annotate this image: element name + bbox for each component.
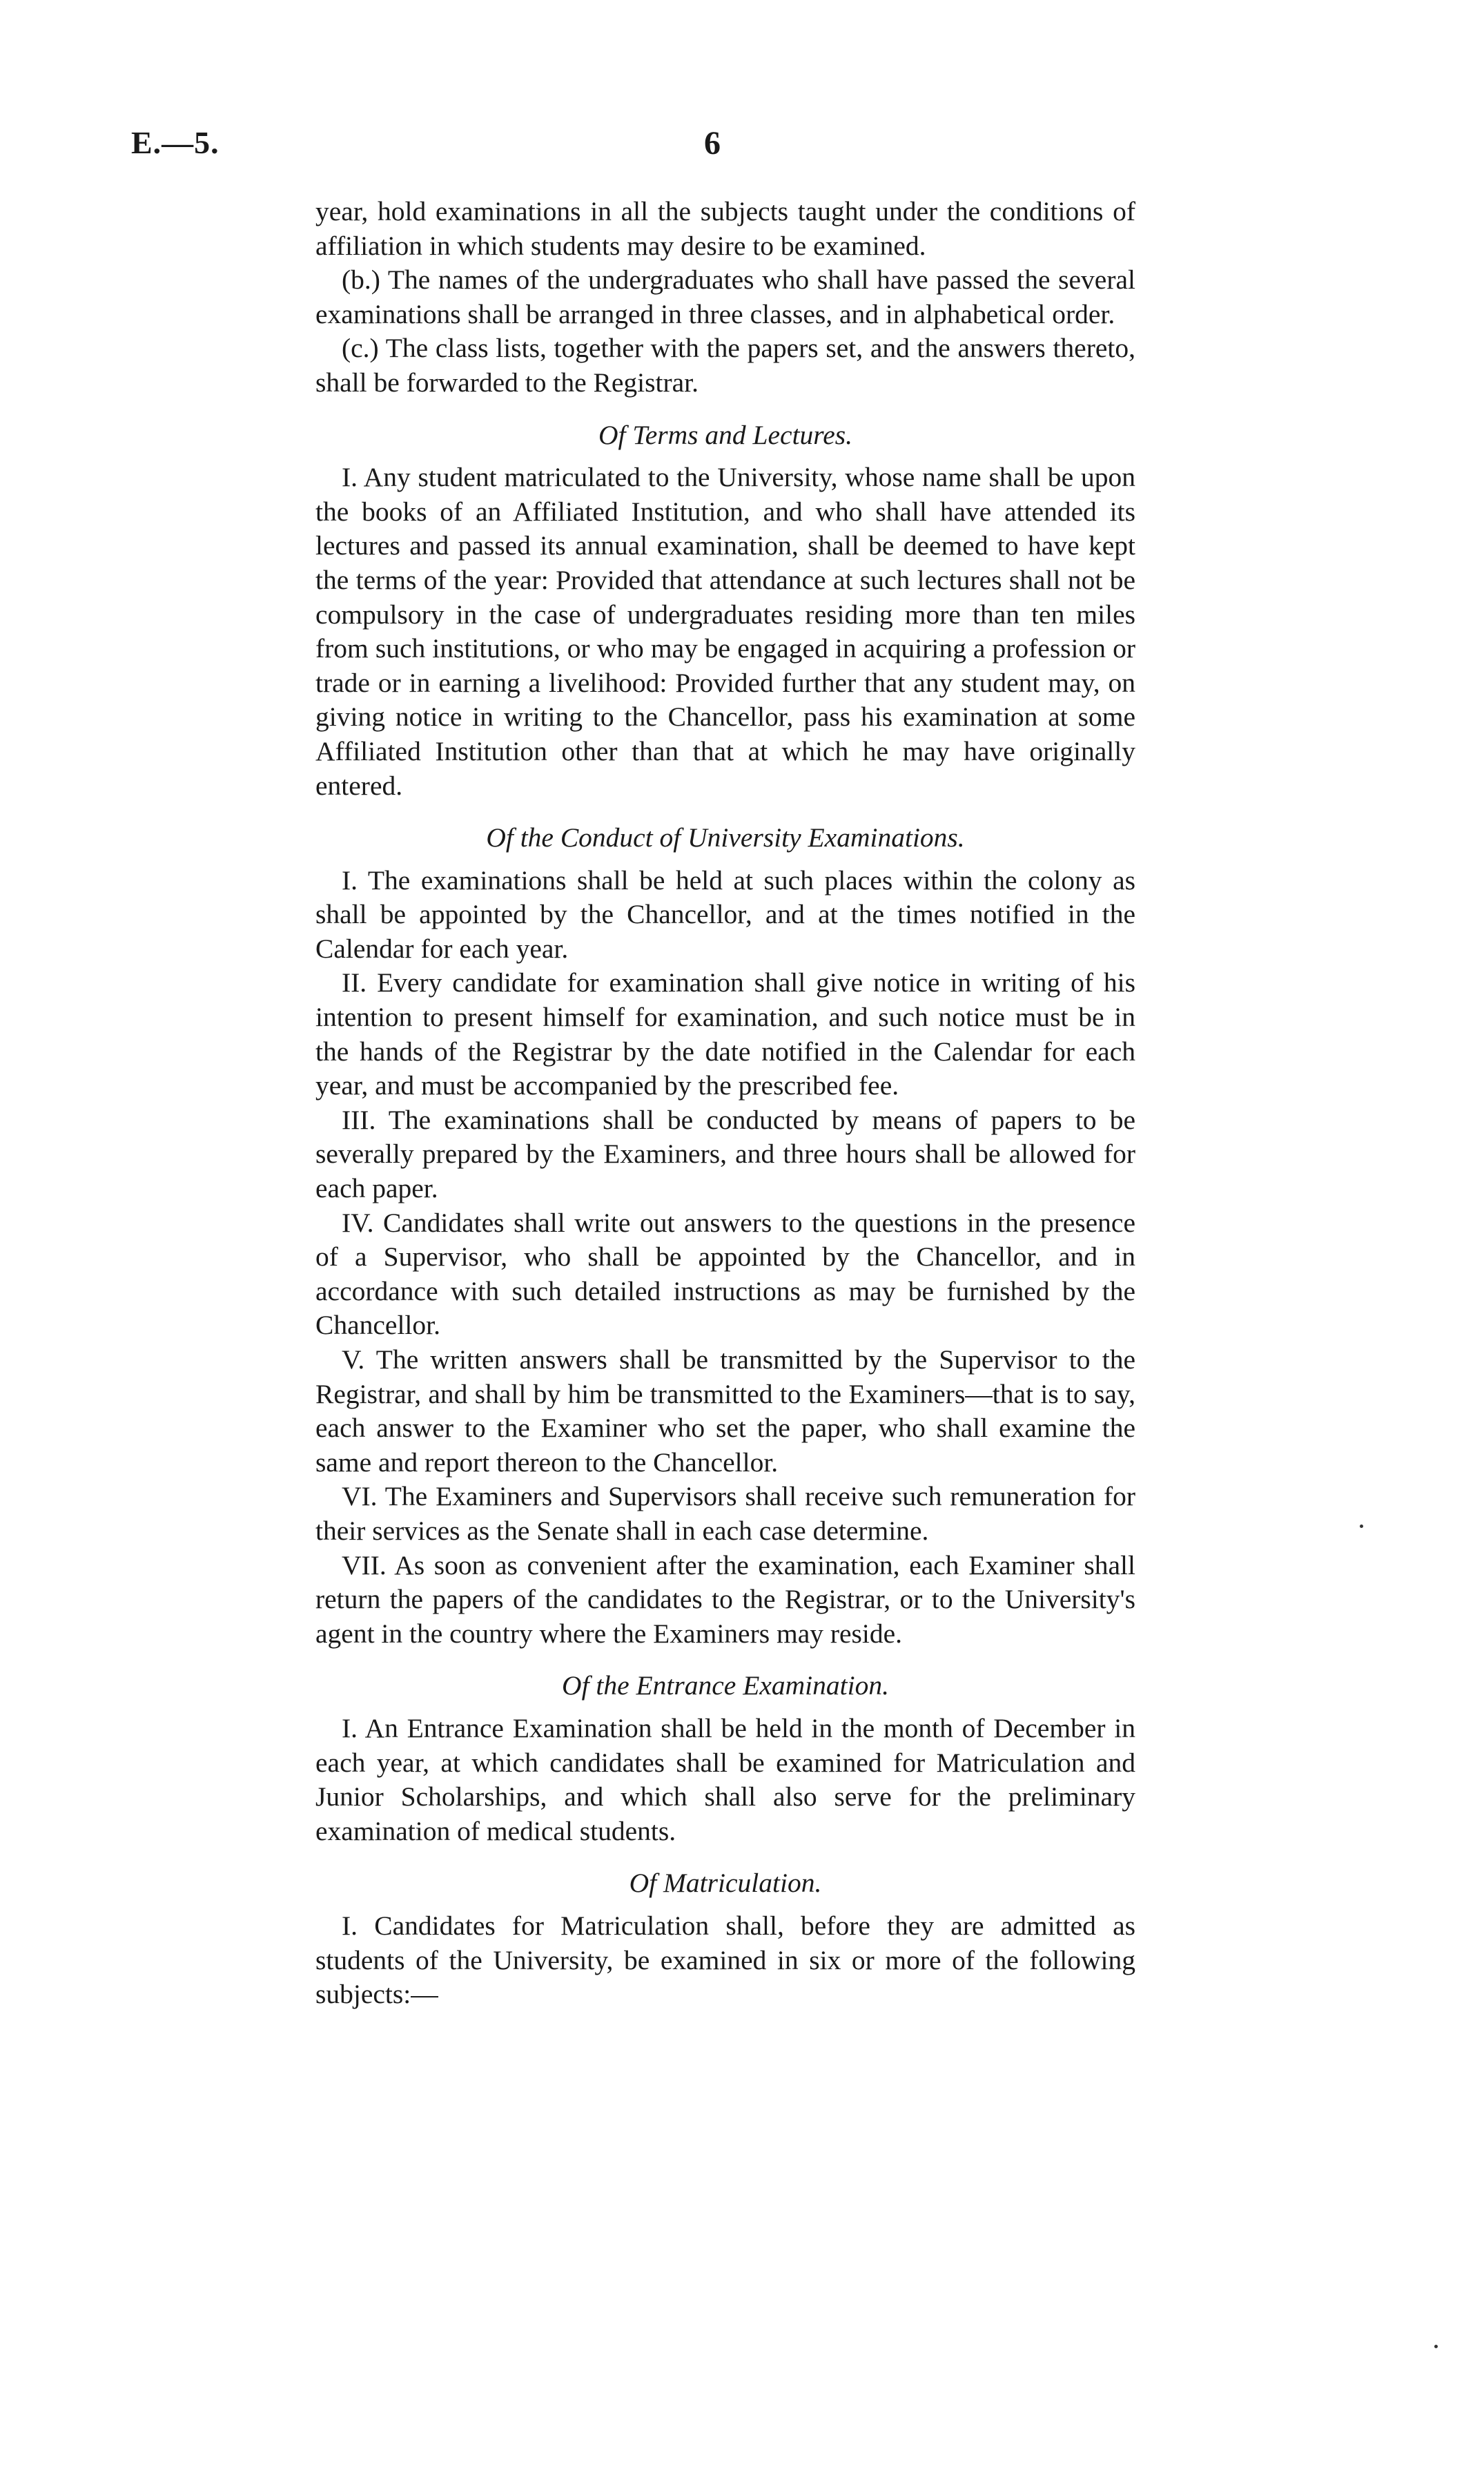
conduct-clause-3: III. The examinations shall be conducted by means of papers to be severally prepared by the Examiners, and three hours shall be allowed for each paper.	[315, 1104, 1135, 1204]
conduct-clause-1: I. The examinations shall be held at such places within the colony as shall be appointed by the Chancellor, and at the times notified in the Calendar for each year.	[315, 864, 1135, 964]
document-reference: E.—5.	[131, 125, 219, 160]
section-heading-entrance-examination: Of the Entrance Examination.	[562, 1670, 889, 1701]
section-heading-conduct-of-examinations: Of the Conduct of University Examinations.	[486, 822, 965, 853]
conduct-clause-2: II. Every candidate for examination shall give notice in writing of his intention to present himself for examination, and such notice must be in the hands of the Registrar by the date notified in the Calendar for each year, and must be accompanied by the prescribed fee.	[315, 967, 1135, 1101]
conduct-clause-7: VII. As soon as convenient after the examination, each Examiner shall return the papers of the candidates to the Registrar, or to the University's agent in the country where the Examiners may reside.	[315, 1549, 1135, 1649]
continuation-item-b: (b.) The names of the undergraduates who shall have passed the several examinations shall be arranged in three classes, and in alphabetical order.	[315, 264, 1135, 329]
entrance-clause-1: I. An Entrance Examination shall be held in the month of December in each year, at which candidates shall be examined for Matriculation and Junior Scholarships, and which shall also serve for the preliminary examination of medical students.	[315, 1712, 1135, 1846]
conduct-clause-4: IV. Candidates shall write out answers to the questions in the presence of a Supervisor, who shall be appointed by the Chancellor, and in accordance with such detailed instructions as may be furnished by the Chancellor.	[315, 1207, 1135, 1341]
matriculation-clause-1: I. Candidates for Matriculation shall, before they are admitted as students of the University, be examined in six or more of the following subjects:—	[315, 1910, 1135, 2010]
conduct-clause-5: V. The written answers shall be transmitted by the Supervisor to the Registrar, and shall by him be transmitted to the Examiners—that is to say, each answer to the Examiner who set the paper, who shall examine the same and report thereon to the Chancellor.	[315, 1344, 1135, 1478]
continuation-item-c: (c.) The class lists, together with the papers set, and the answers thereto, shall be forwarded to the Registrar.	[315, 333, 1135, 398]
scan-speck	[1360, 1525, 1363, 1528]
terms-clause-1: I. Any student matriculated to the University, whose name shall be upon the books of an Affiliated Institution, and who shall have attended its lectures and passed its annual examination, shall be deemed to have kept the terms of the year: Provided that attendance at such lectures shall not be compulsory in the case of undergraduates residing more than ten miles from such institutions, or who may be engaged in acquiring a profession or trade or in earning a livelihood: Provided further that any student may, on giving notice in writing to the Chancellor, pass his examination at some Affiliated Institution other than that at which he may have originally entered.	[315, 462, 1135, 801]
scan-speck	[1434, 2345, 1438, 2348]
section-heading-terms-and-lectures: Of Terms and Lectures.	[598, 419, 852, 450]
continuation-paragraph: year, hold examinations in all the subjects taught under the conditions of affiliation in which students may desire to be examined.	[315, 196, 1135, 261]
section-heading-matriculation: Of Matriculation.	[629, 1868, 822, 1899]
body-text-column	[315, 195, 1135, 2012]
conduct-clause-6: VI. The Examiners and Supervisors shall receive such remuneration for their services as the Senate shall in each case determine.	[315, 1481, 1135, 1546]
page-number: 6	[704, 125, 721, 162]
